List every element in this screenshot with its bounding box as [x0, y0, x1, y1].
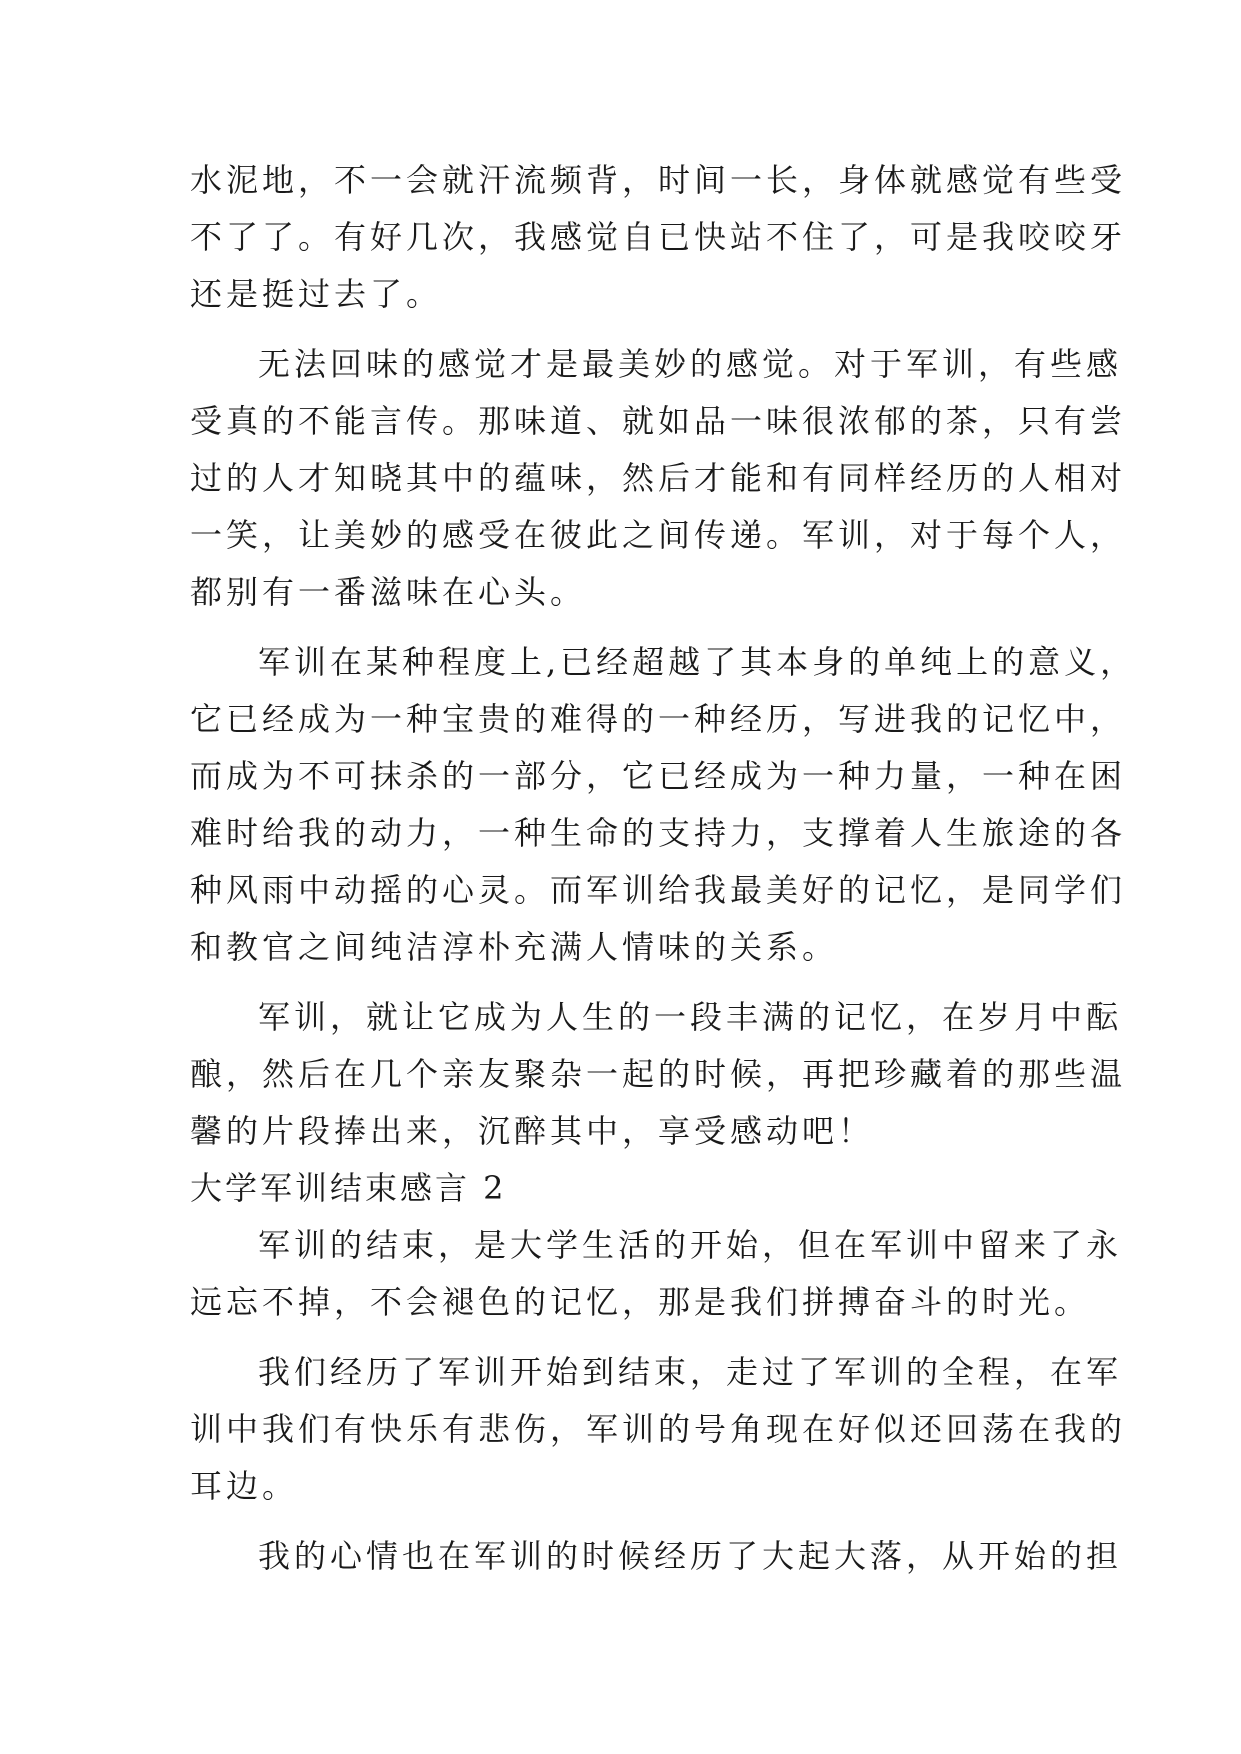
document-page — [190, 152, 1137, 1585]
text-line: 远忘不掉，不会褪色的记忆，那是我们拼搏奋斗的时光。 — [190, 1283, 1091, 1321]
text-line: 训中我们有快乐有悲伤，军训的号角现在好似还回荡在我的 — [190, 1410, 1127, 1448]
paragraph — [190, 1528, 1123, 1585]
text-line: 军训，就让它成为人生的一段丰满的记忆，在岁月中酝 — [258, 998, 1123, 1036]
text-line: 不了了。有好几次，我感觉自已快站不住了，可是我咬咬牙 — [190, 218, 1127, 256]
paragraph — [190, 152, 1127, 323]
text-line: 种风雨中动摇的心灵。而军训给我最美好的记忆，是同学们 — [190, 871, 1127, 909]
text-line: 它已经成为一种宝贵的难得的一种经历，写进我的记忆中， — [190, 700, 1127, 738]
paragraph — [190, 1344, 1127, 1515]
text-line: 还是挺过去了。 — [190, 275, 443, 313]
text-line: 难时给我的动力，一种生命的支持力，支撑着人生旅途的各 — [190, 814, 1127, 852]
text-line: 酿，然后在几个亲友聚杂一起的时候，再把珍藏着的那些温 — [190, 1055, 1127, 1093]
text-line: 馨的片段捧出来，沉醉其中，享受感动吧！ — [190, 1112, 875, 1150]
text-line: 我们经历了军训开始到结束，走过了军训的全程，在军 — [258, 1353, 1123, 1391]
text-line: 和教官之间纯洁淳朴充满人情味的关系。 — [190, 928, 839, 966]
text-line: 军训的结束，是大学生活的开始，但在军训中留来了永 — [258, 1226, 1123, 1264]
paragraph — [190, 634, 1137, 976]
paragraph — [190, 336, 1127, 621]
paragraph — [190, 989, 1127, 1160]
text-line: 我的心情也在军训的时候经历了大起大落，从开始的担 — [258, 1537, 1123, 1575]
text-line: 无法回味的感觉才是最美妙的感觉。对于军训，有些感 — [258, 345, 1123, 383]
text-line: 军训在某种程度上,已经超越了其本身的单纯上的意义， — [258, 643, 1137, 681]
section-heading: 大学军训结束感言 2 — [190, 1169, 507, 1207]
text-line: 过的人才知晓其中的蕴味，然后才能和有同样经历的人相对 — [190, 459, 1127, 497]
text-line: 而成为不可抹杀的一部分，它已经成为一种力量，一种在困 — [190, 757, 1127, 795]
text-line: 都别有一番滋味在心头。 — [190, 573, 587, 611]
paragraph — [190, 1217, 1123, 1331]
text-line: 水泥地，不一会就汗流频背，时间一长，身体就感觉有些受 — [190, 161, 1127, 199]
text-line: 受真的不能言传。那味道、就如品一味很浓郁的茶，只有尝 — [190, 402, 1127, 440]
text-line: 一笑，让美妙的感受在彼此之间传递。军训，对于每个人， — [190, 516, 1127, 554]
text-line: 耳边。 — [190, 1467, 299, 1505]
